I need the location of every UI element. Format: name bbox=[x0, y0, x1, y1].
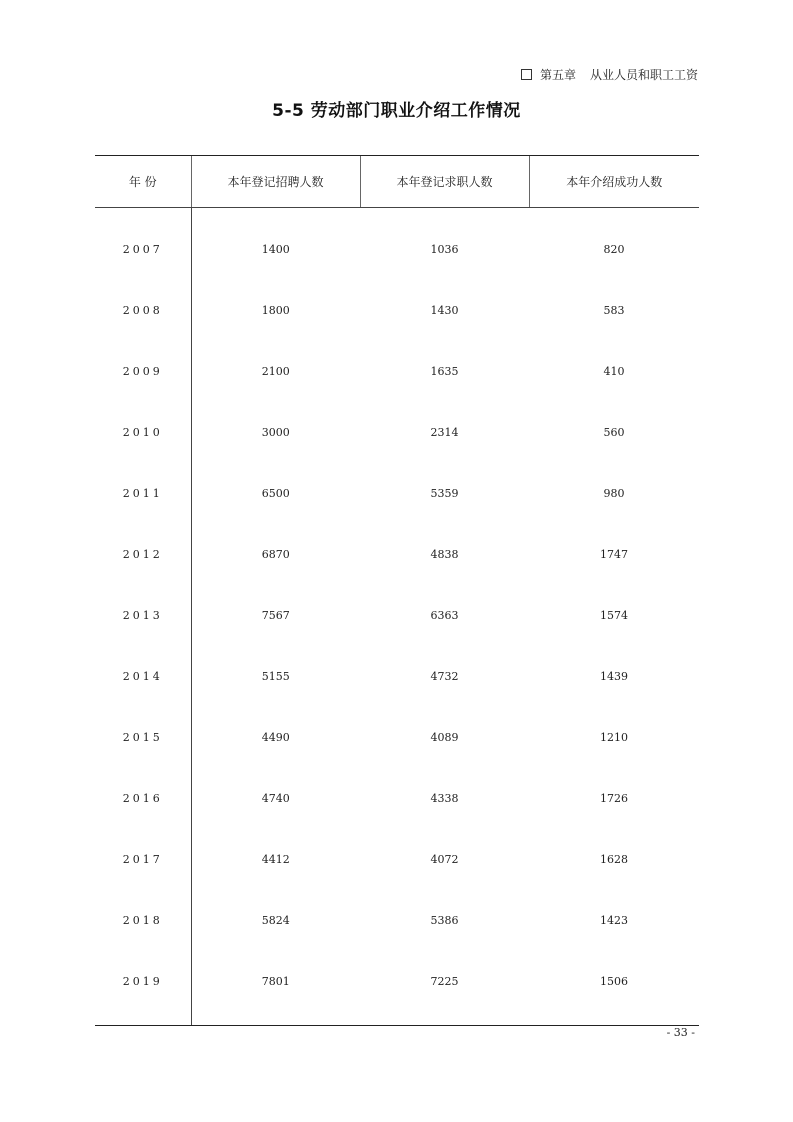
cell-year: 2014 bbox=[95, 646, 191, 707]
table-row bbox=[95, 341, 699, 402]
cell-year: 2008 bbox=[95, 280, 191, 341]
cell-placed: 820 bbox=[603, 243, 625, 256]
cell-recruit: 5155 bbox=[261, 670, 290, 683]
cell-seekers: 1036 bbox=[430, 243, 459, 256]
cell-year: 2011 bbox=[95, 463, 191, 524]
table-row bbox=[95, 219, 699, 280]
cell-seekers: 2314 bbox=[430, 426, 459, 439]
cell-year: 2017 bbox=[95, 829, 191, 890]
table-row bbox=[95, 524, 699, 585]
column-header-year: 年 份 bbox=[95, 156, 191, 208]
table-row bbox=[95, 890, 699, 951]
table-spacer-top bbox=[95, 208, 699, 220]
cell-year: 2013 bbox=[95, 585, 191, 646]
chapter-title: 从业人员和职工工资 bbox=[589, 68, 698, 82]
table-header-row bbox=[95, 156, 699, 208]
table-row bbox=[95, 707, 699, 768]
table-row bbox=[95, 463, 699, 524]
cell-year: 2009 bbox=[95, 341, 191, 402]
cell-year: 2016 bbox=[95, 768, 191, 829]
column-header-recruit: 本年登记招聘人数 bbox=[191, 156, 360, 208]
cell-placed: 583 bbox=[603, 304, 625, 317]
cell-year: 2007 bbox=[95, 219, 191, 280]
cell-recruit: 1800 bbox=[261, 304, 290, 317]
cell-placed: 560 bbox=[603, 426, 625, 439]
table-row bbox=[95, 585, 699, 646]
cell-seekers: 6363 bbox=[430, 609, 459, 622]
cell-placed: 1574 bbox=[600, 609, 628, 622]
table-spacer-bottom bbox=[95, 1012, 699, 1026]
cell-seekers: 4338 bbox=[430, 792, 459, 805]
cell-year: 2019 bbox=[95, 951, 191, 1012]
cell-recruit: 5824 bbox=[261, 914, 290, 927]
data-table-container bbox=[95, 155, 699, 1026]
cell-placed: 1506 bbox=[600, 975, 628, 988]
cell-placed: 1423 bbox=[600, 914, 628, 927]
table-body bbox=[95, 208, 699, 1026]
cell-recruit: 4490 bbox=[261, 731, 290, 744]
employment-service-table bbox=[95, 155, 699, 1026]
cell-recruit: 6870 bbox=[261, 548, 290, 561]
cell-year: 2018 bbox=[95, 890, 191, 951]
cell-year: 2010 bbox=[95, 402, 191, 463]
table-row bbox=[95, 402, 699, 463]
cell-year: 2012 bbox=[95, 524, 191, 585]
cell-placed: 1628 bbox=[600, 853, 628, 866]
cell-recruit: 3000 bbox=[261, 426, 290, 439]
running-header bbox=[521, 66, 698, 83]
chapter-number: 第五章 bbox=[539, 68, 576, 82]
cell-recruit: 4412 bbox=[261, 853, 290, 866]
cell-recruit: 7567 bbox=[261, 609, 290, 622]
cell-seekers: 5359 bbox=[430, 487, 459, 500]
table-row bbox=[95, 951, 699, 1012]
table-row bbox=[95, 768, 699, 829]
cell-recruit: 2100 bbox=[261, 365, 290, 378]
page-title: 5-5 劳动部门职业介绍工作情况 bbox=[272, 101, 521, 121]
cell-placed: 1439 bbox=[600, 670, 628, 683]
cell-seekers: 4072 bbox=[430, 853, 459, 866]
cell-seekers: 1635 bbox=[430, 365, 459, 378]
cell-seekers: 4732 bbox=[430, 670, 459, 683]
column-header-placed: 本年介绍成功人数 bbox=[529, 156, 699, 208]
section-box-icon bbox=[521, 69, 532, 80]
cell-year: 2015 bbox=[95, 707, 191, 768]
cell-placed: 980 bbox=[603, 487, 625, 500]
cell-recruit: 1400 bbox=[261, 243, 290, 256]
table-row bbox=[95, 646, 699, 707]
cell-placed: 1210 bbox=[600, 731, 628, 744]
cell-recruit: 6500 bbox=[261, 487, 290, 500]
column-header-seekers: 本年登记求职人数 bbox=[360, 156, 529, 208]
page-number: - 33 - bbox=[666, 1026, 695, 1039]
cell-seekers: 7225 bbox=[430, 975, 459, 988]
cell-placed: 410 bbox=[603, 365, 625, 378]
cell-seekers: 5386 bbox=[430, 914, 459, 927]
cell-recruit: 4740 bbox=[261, 792, 290, 805]
cell-seekers: 1430 bbox=[430, 304, 459, 317]
table-row bbox=[95, 829, 699, 890]
cell-placed: 1726 bbox=[600, 792, 628, 805]
table-row bbox=[95, 280, 699, 341]
cell-placed: 1747 bbox=[600, 548, 628, 561]
cell-seekers: 4089 bbox=[430, 731, 459, 744]
cell-recruit: 7801 bbox=[261, 975, 290, 988]
cell-seekers: 4838 bbox=[430, 548, 459, 561]
